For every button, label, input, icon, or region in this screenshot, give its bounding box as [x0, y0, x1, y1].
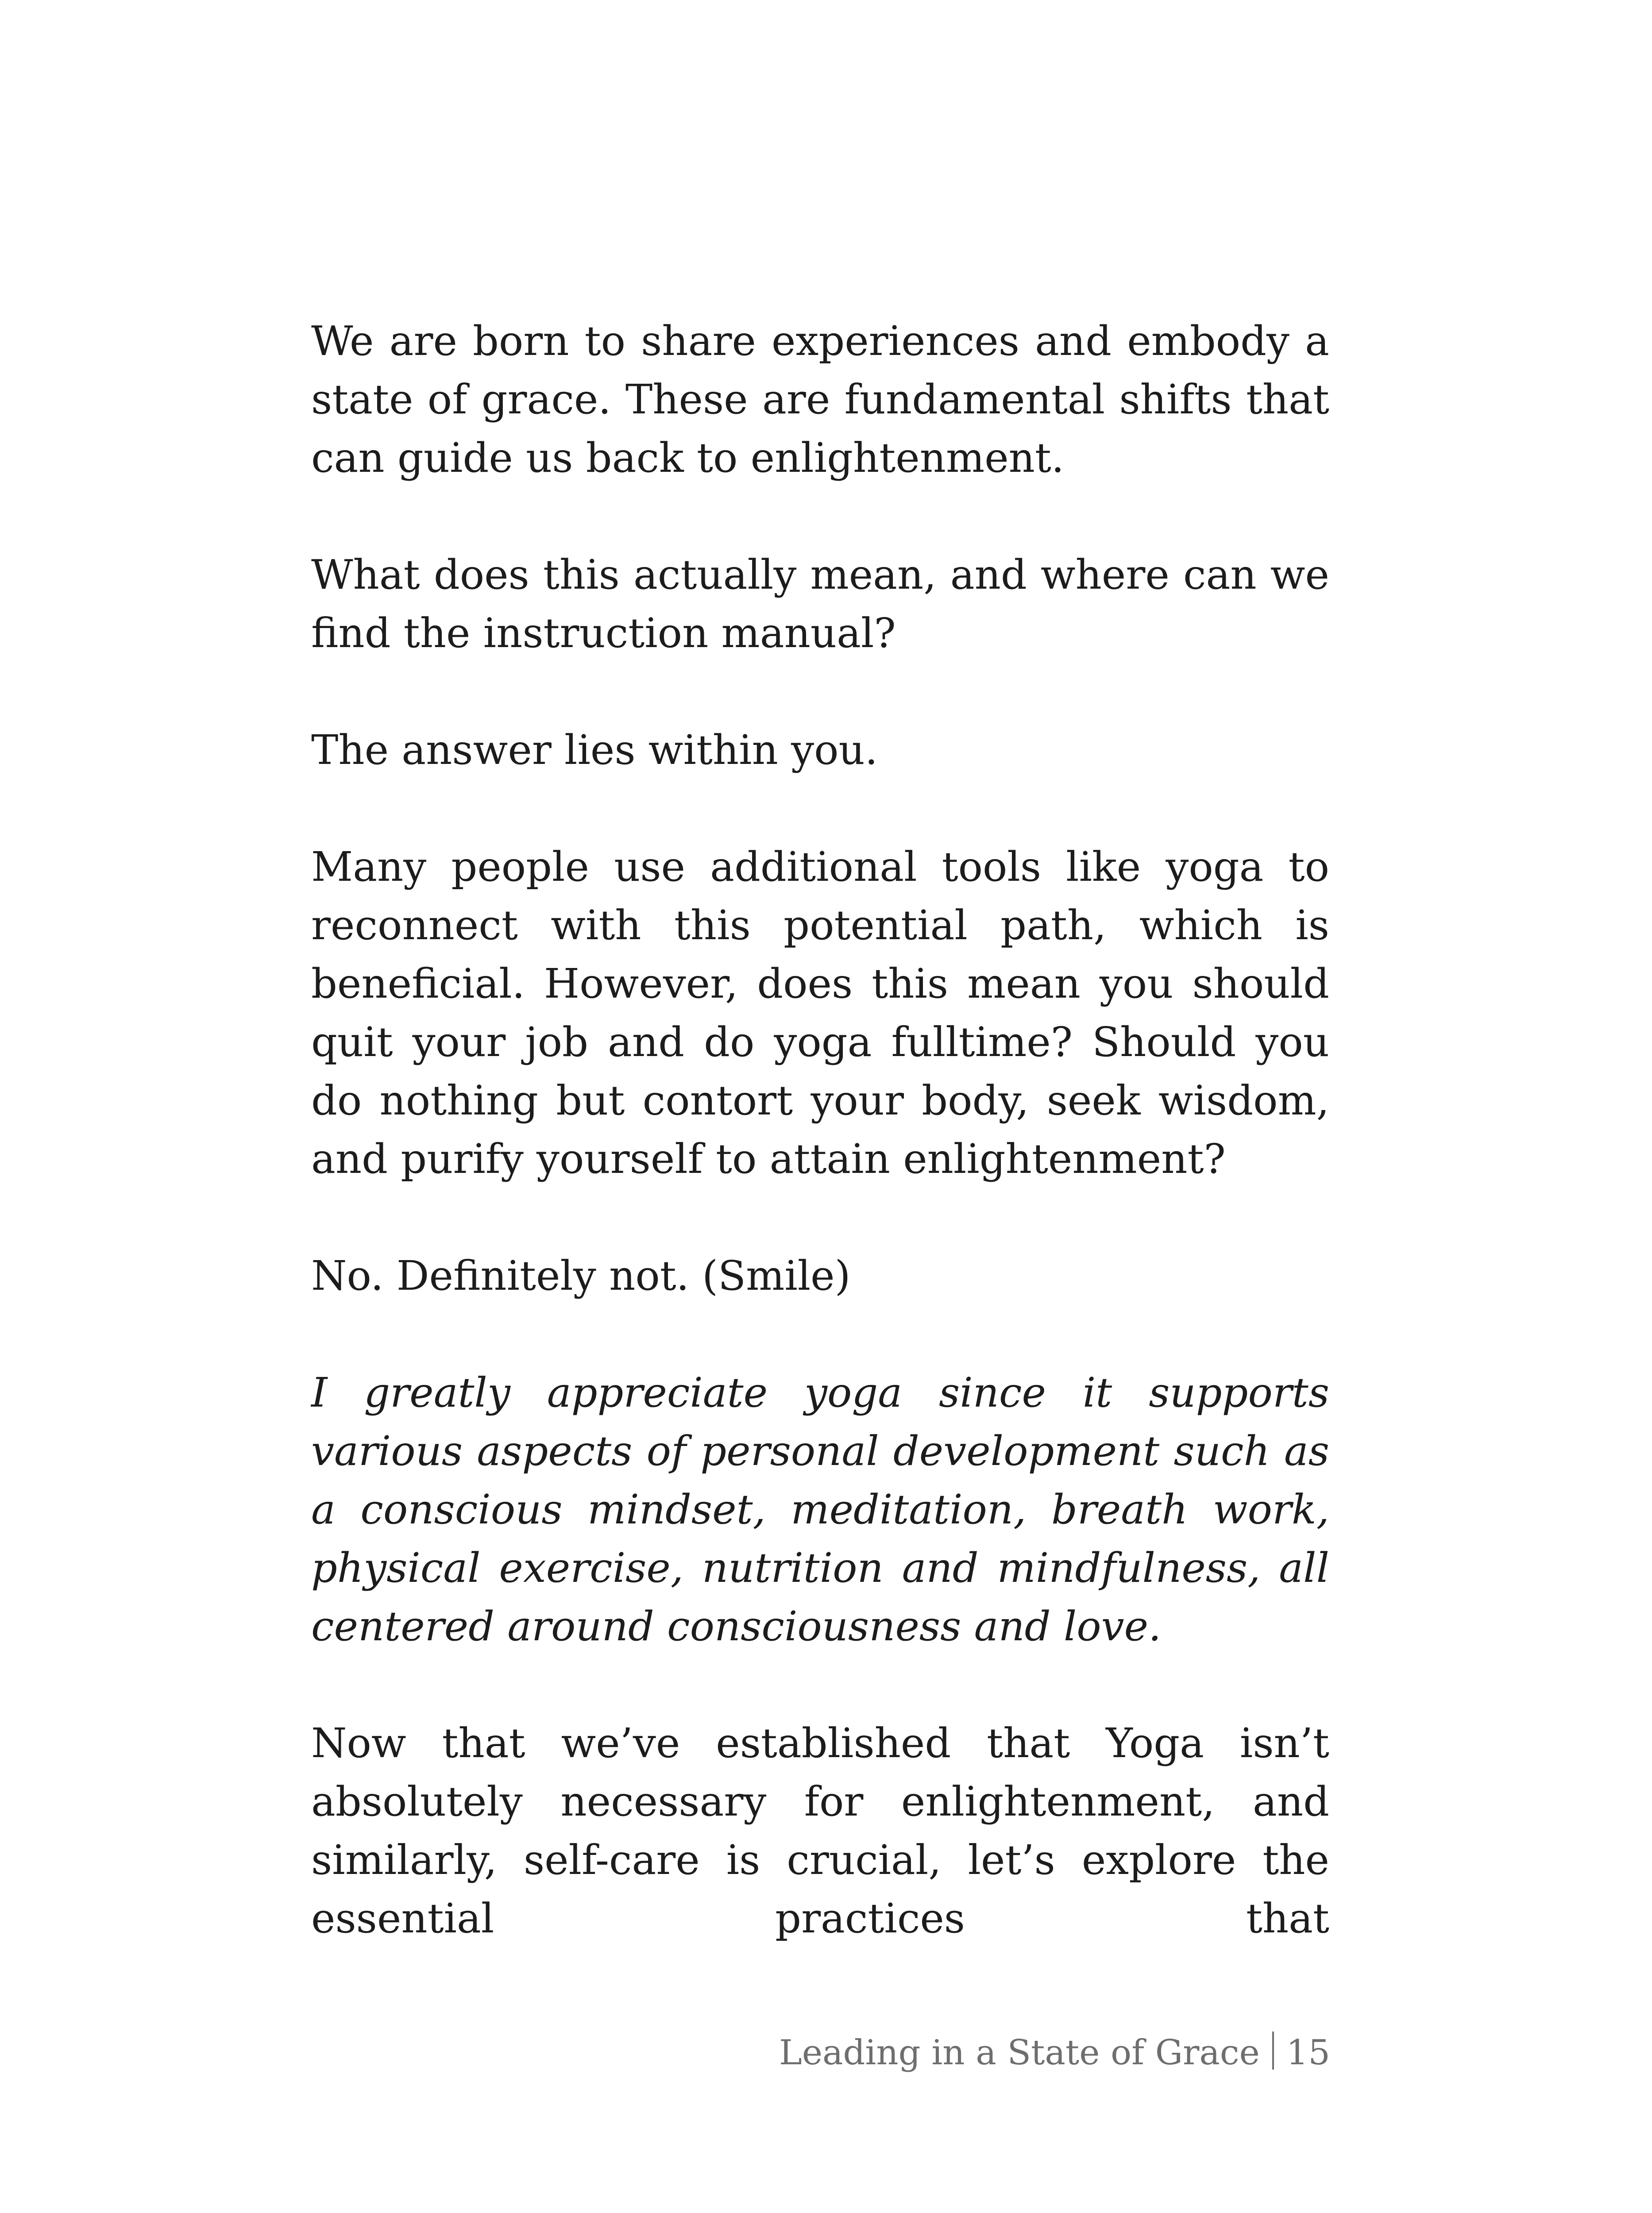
paragraph: What does this actually mean, and where can we find the instruction manual?: [311, 551, 1329, 657]
paragraph: The answer lies within you.: [311, 726, 878, 774]
body-text: [311, 312, 1329, 1948]
italic-paragraph: I greatly appreciate yoga since it supports various aspects of personal development such as a conscious mindset, meditation, breath work, physical exercise, nutrition and mindfulness, all centered around consciousness and love.: [311, 1369, 1329, 1650]
paragraph: No. Definitely not. (Smile): [311, 1252, 851, 1299]
paragraph: Many people use additional tools like yoga to reconnect with this potential path, which is beneficial. However, does this mean you should quit your job and do yoga fulltime? Should you do nothing but contort your body, seek wisdom, and purify yourself to attain enlightenment?: [311, 843, 1329, 1183]
footer-separator: [1272, 2032, 1274, 2070]
paragraph: Now that we’ve established that Yoga isn’t absolutely necessary for enlightenment, and similarly, self-care is crucial, let’s explore the essential practices that: [311, 1720, 1329, 1942]
page-number: 15: [1286, 2033, 1330, 2073]
running-footer: [779, 2031, 1330, 2075]
paragraph: We are born to share experiences and embody a state of grace. These are fundamental shifts that can guide us back to enlightenment.: [311, 317, 1329, 482]
book-title: Leading in a State of Grace: [779, 2033, 1260, 2073]
